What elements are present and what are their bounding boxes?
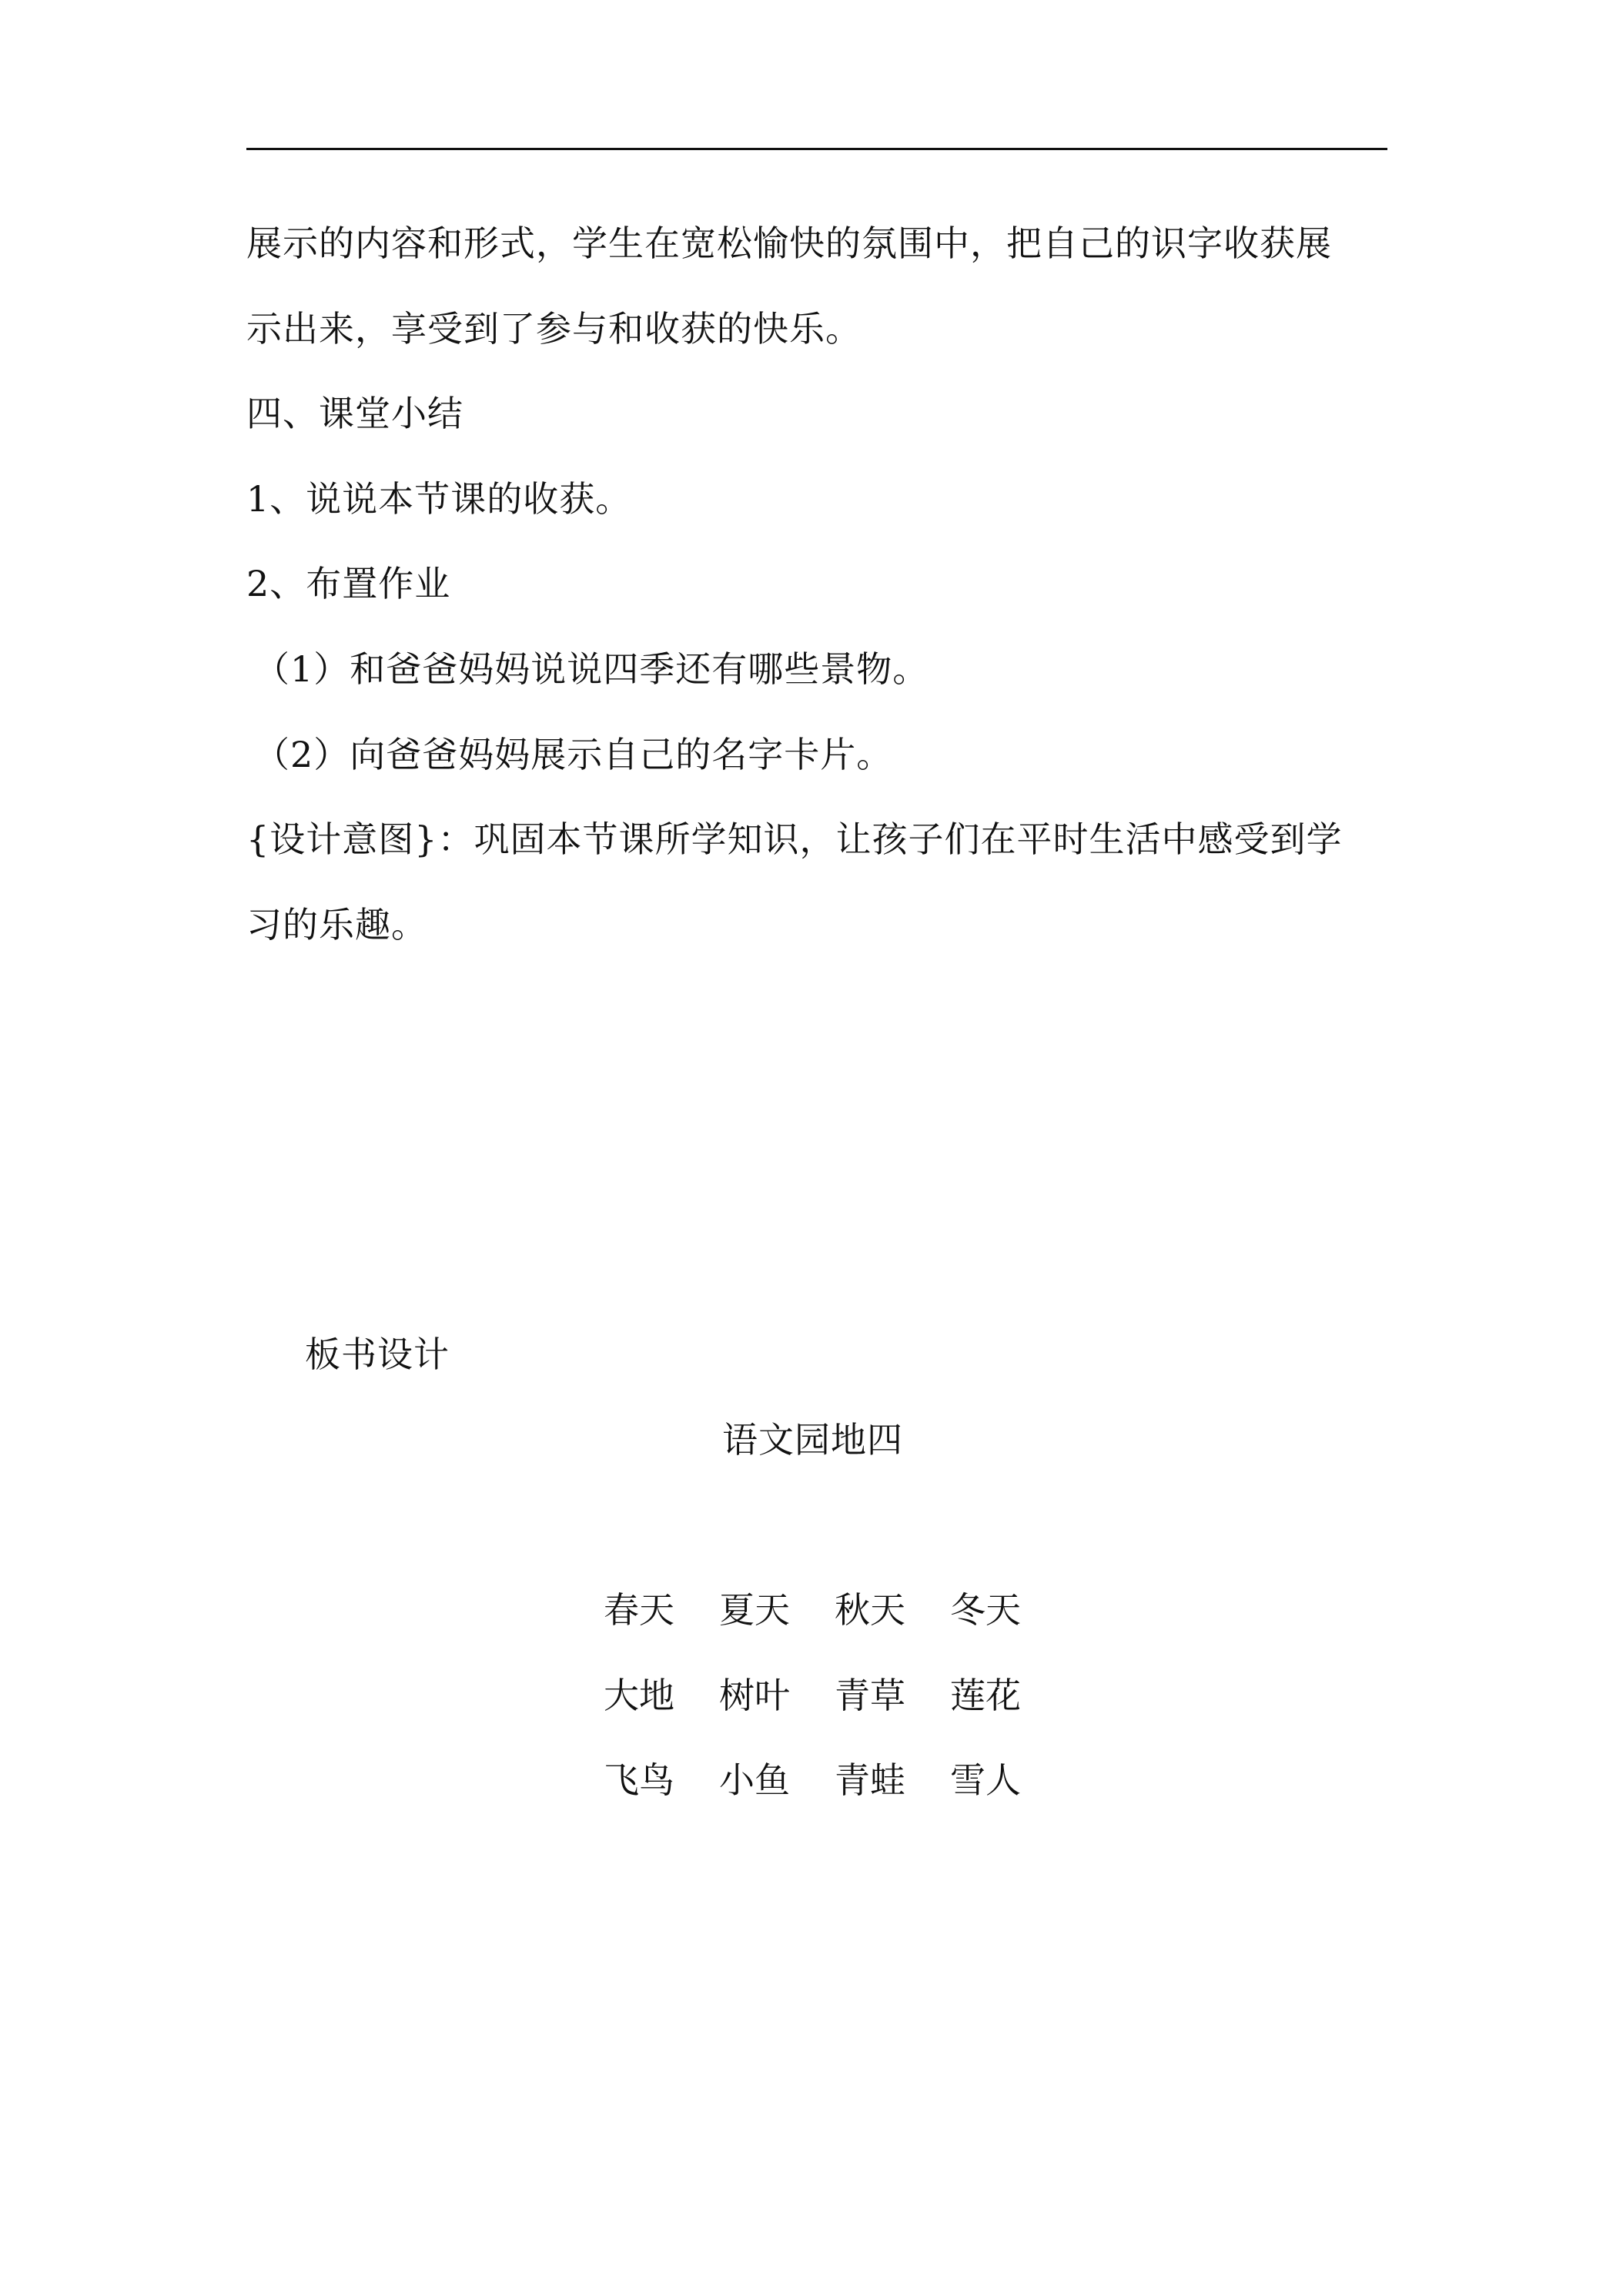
body-line-2: 示出来，享受到了参与和收获的快乐。: [246, 308, 862, 350]
board-word: 冬天: [950, 1589, 1021, 1631]
board-word: 青草: [835, 1675, 905, 1716]
board-row-3: [604, 1757, 1066, 1803]
board-word: 秋天: [835, 1589, 905, 1631]
header-rule: [246, 148, 1387, 150]
board-row-1: [604, 1587, 1066, 1633]
summary-item-1: 1、说说本节课的收获。: [246, 478, 632, 520]
board-word: 雪人: [950, 1759, 1021, 1801]
board-row-2: [604, 1672, 1066, 1719]
board-word: 小鱼: [719, 1759, 790, 1801]
board-word: 夏天: [719, 1589, 790, 1631]
homework-item-1: （1）和爸爸妈妈说说四季还有哪些景物。: [254, 648, 929, 690]
board-design-heading: 板书设计: [305, 1334, 450, 1375]
board-word: 春天: [604, 1589, 674, 1631]
design-intent-line-2: 习的乐趣。: [246, 904, 427, 946]
board-word: 飞鸟: [604, 1759, 674, 1801]
homework-item-2: （2）向爸爸妈妈展示自己的名字卡片。: [254, 734, 893, 775]
body-line-1: 展示的内容和形式，学生在宽松愉快的氛围中，把自己的识字收获展: [246, 223, 1332, 264]
board-word: 莲花: [950, 1675, 1021, 1716]
board-word: 大地: [604, 1675, 674, 1716]
board-word: 树叶: [719, 1675, 790, 1716]
board-word: 青蛙: [835, 1759, 905, 1801]
design-intent-line-1: {设计意图}：巩固本节课所学知识，让孩子们在平时生活中感受到学: [246, 818, 1343, 860]
section-heading-summary: 四、课堂小结: [246, 393, 463, 434]
summary-item-2: 2、布置作业: [246, 563, 451, 604]
board-title: 语文园地四: [722, 1419, 903, 1461]
